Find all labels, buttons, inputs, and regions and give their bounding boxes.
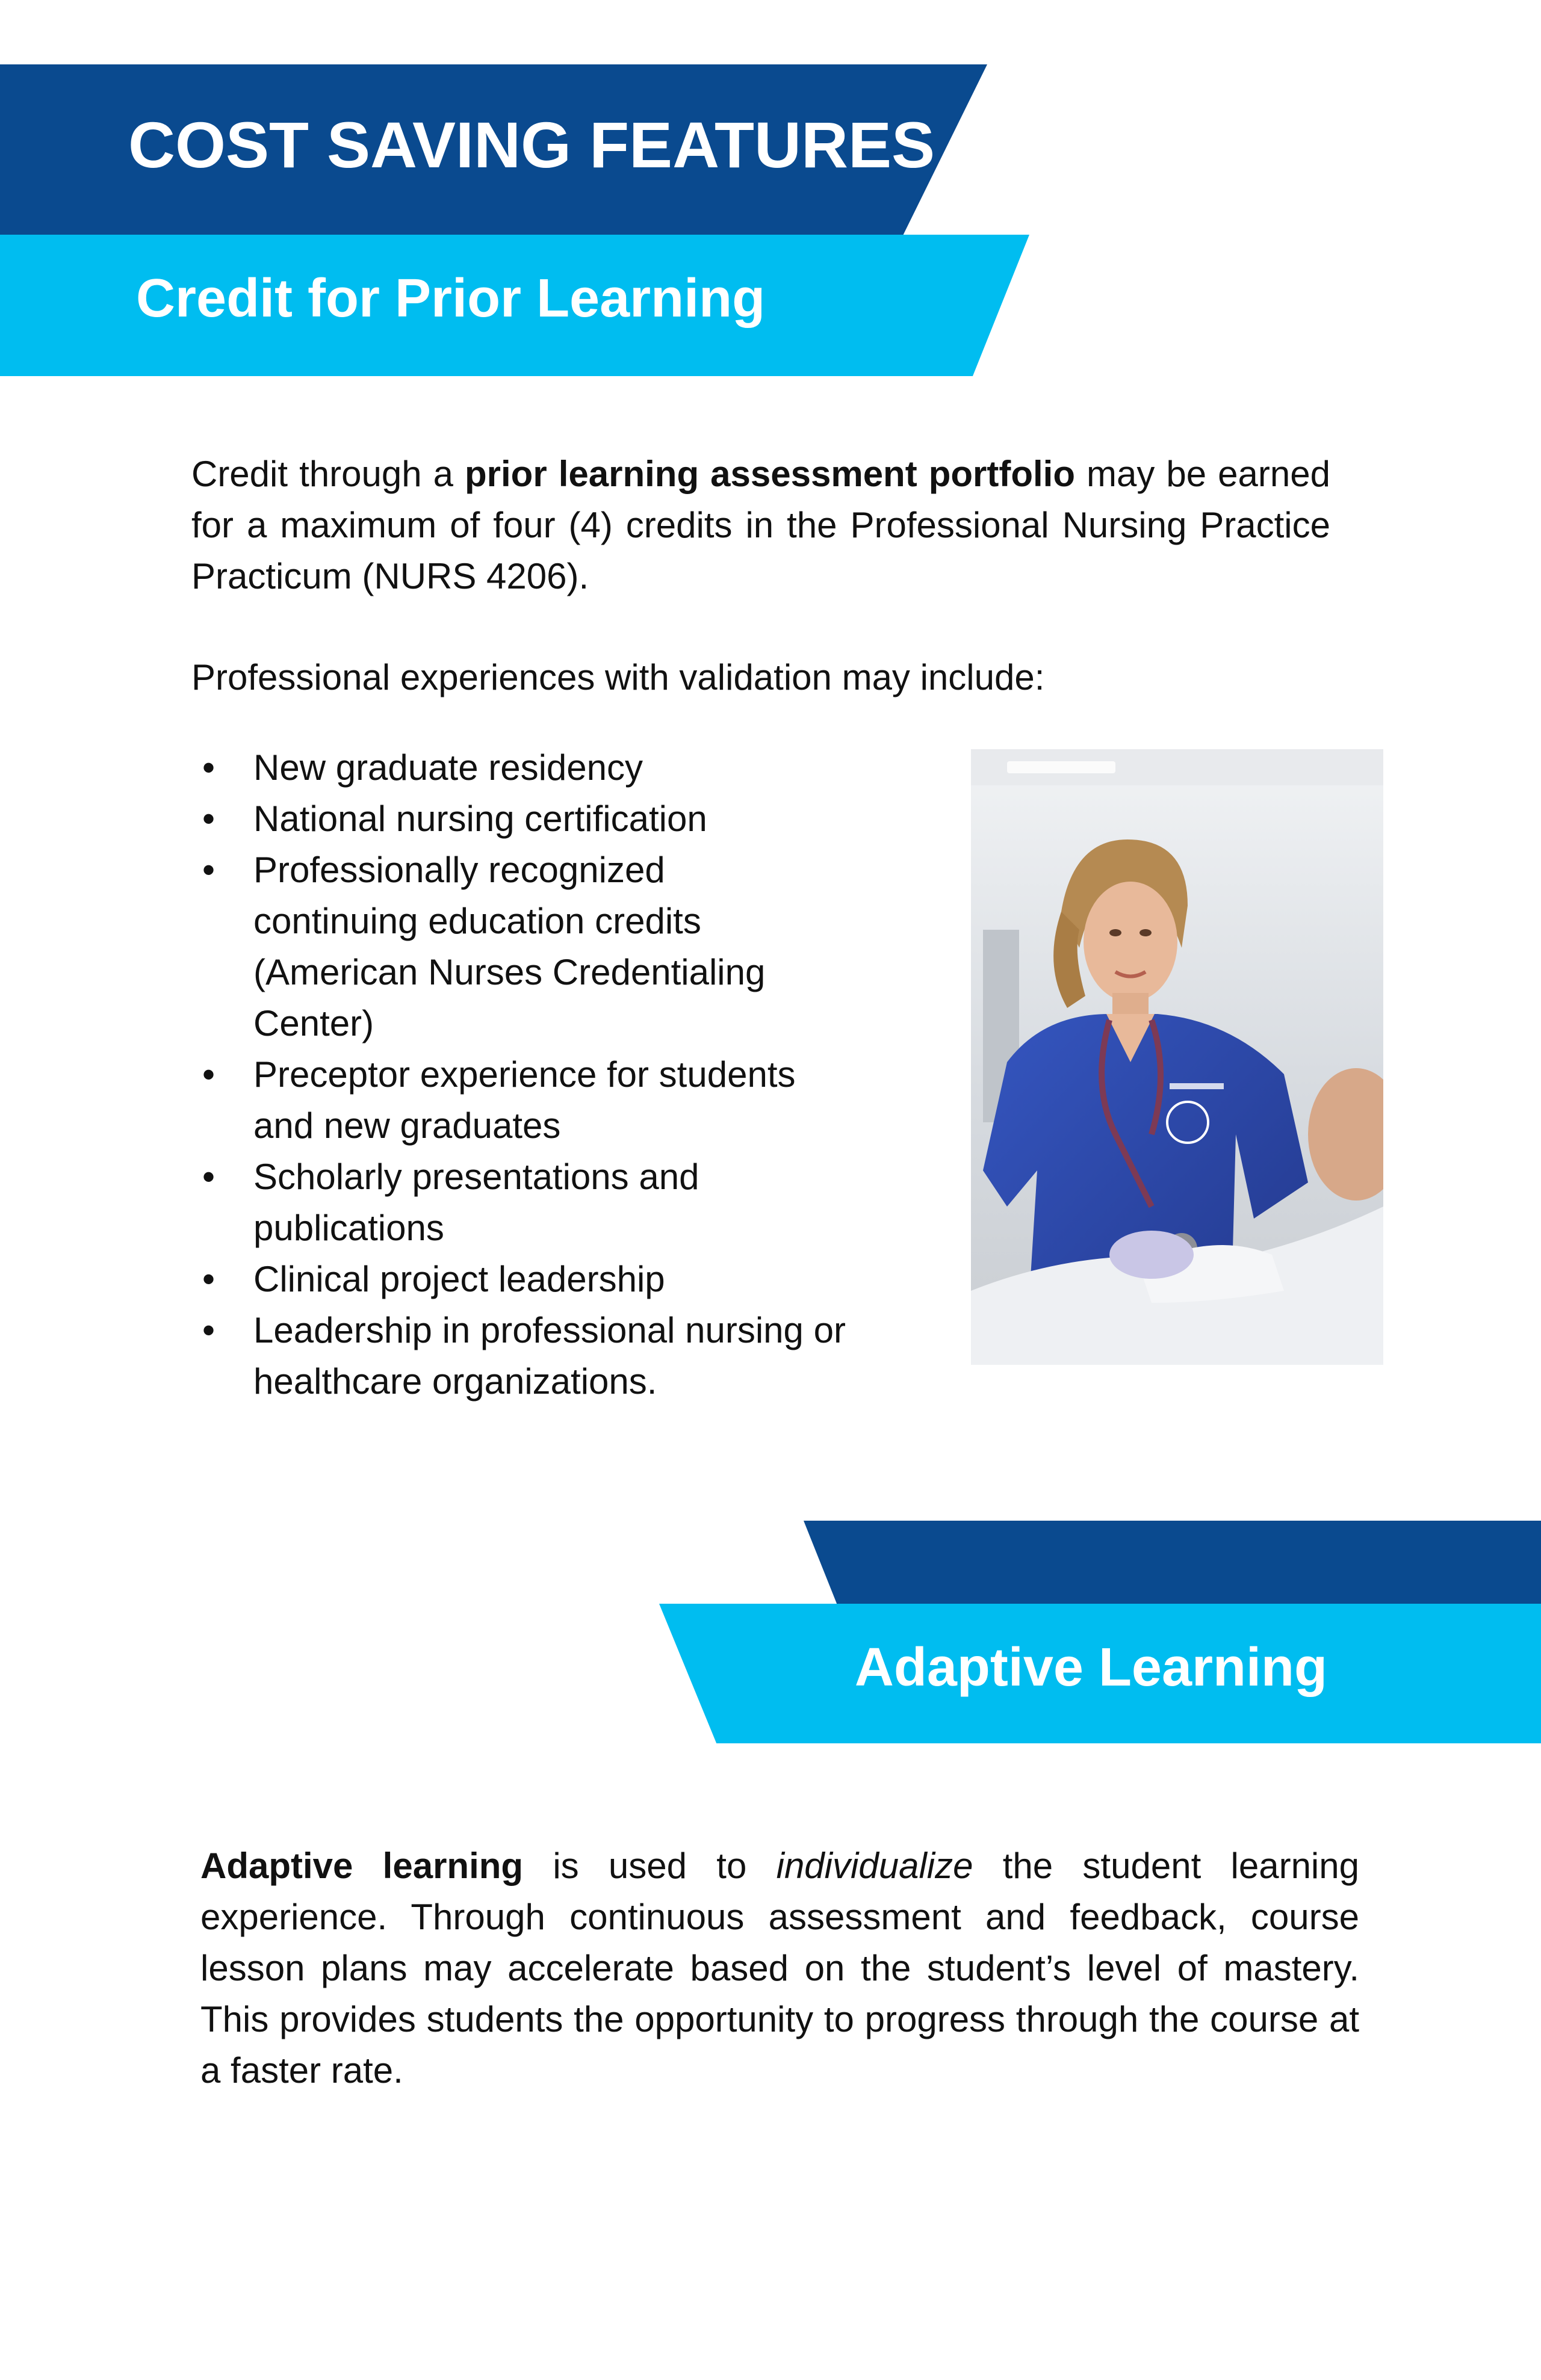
list-intro: Professional experiences with validation may include:	[191, 657, 1045, 697]
list-item-text: Preceptor experience for students and new graduates	[253, 1054, 796, 1146]
list-item	[191, 742, 914, 793]
list-item	[191, 1049, 914, 1151]
bullet-icon: •	[202, 850, 215, 890]
list-item-text: New graduate residency	[253, 747, 643, 788]
bullet-icon: •	[202, 1310, 215, 1350]
nurse-photo	[971, 749, 1383, 1365]
bullet-icon: •	[202, 1259, 215, 1299]
section-title-adaptive: Adaptive Learning	[854, 1637, 1327, 1698]
section-title-credit: Credit for Prior Learning	[136, 268, 766, 329]
adaptive-italic: individualize	[776, 1846, 973, 1886]
credit-intro-paragraph	[191, 448, 1330, 602]
adaptive-mid: is used to	[523, 1846, 777, 1886]
nurse-photo-icon	[971, 749, 1383, 1365]
list-item-text: Clinical project leadership	[253, 1259, 665, 1299]
credit-intro-before: Credit through a	[191, 454, 465, 494]
bullet-icon: •	[202, 1054, 215, 1095]
adaptive-rest: the student learning experience. Through continuous assessment and feedback, course lesson plans may accelerate based on the student’s level of mastery. This provides students the opportunity to progress through the course at a faster rate.	[200, 1846, 1360, 2091]
bullet-icon: •	[202, 799, 215, 839]
list-item-text: Leadership in professional nursing or healthcare organizations.	[253, 1310, 846, 1402]
list-item	[191, 844, 914, 1049]
list-item-text: National nursing certification	[253, 799, 707, 839]
bullet-icon: •	[202, 1157, 215, 1197]
adaptive-bold: Adaptive learning	[200, 1846, 524, 1886]
list-item-text: Professionally recognized continuing education credits (American Nurses Credentialing Center)	[253, 850, 766, 1043]
bullet-icon: •	[202, 747, 215, 788]
adaptive-band-dark	[804, 1521, 1541, 1604]
credit-intro-after: may be earned for a maximum of four (4) credits in the Professional Nursing Practice Practicum (NURS 4206).	[191, 454, 1330, 596]
credit-intro-bold: prior learning assessment portfolio	[465, 454, 1075, 494]
list-item-text: Scholarly presentations and publications	[253, 1157, 699, 1248]
list-item	[191, 1253, 914, 1305]
list-item	[191, 1151, 914, 1253]
list-item	[191, 1305, 914, 1407]
page-title: COST SAVING FEATURES	[128, 108, 935, 181]
experience-list	[191, 742, 914, 1407]
adaptive-paragraph	[200, 1840, 1359, 2096]
list-item	[191, 793, 914, 844]
